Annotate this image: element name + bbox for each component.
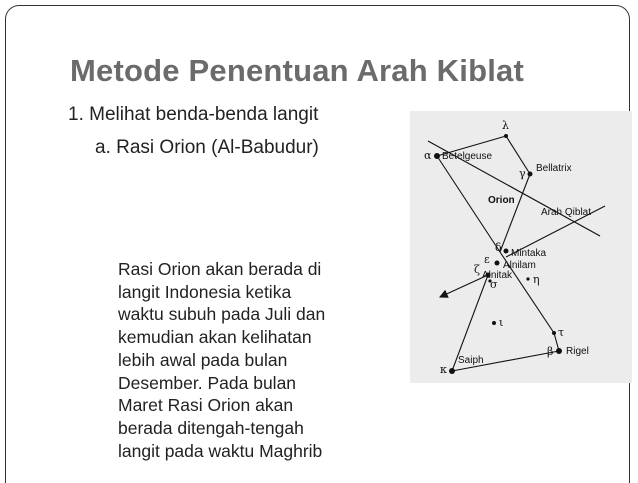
label-orion: Orion — [488, 195, 515, 206]
star-alnilam — [495, 261, 500, 266]
greek-gamma: γ — [519, 167, 526, 180]
star-betelgeuse — [434, 153, 440, 159]
label-rigel: Rigel — [566, 346, 589, 357]
slide-title: Metode Penentuan Arah Kiblat — [70, 53, 524, 88]
star-lambda — [504, 134, 508, 138]
description-line: berada ditengah-tengah — [118, 417, 304, 438]
star-eta — [526, 277, 529, 280]
description-line: Maret Rasi Orion akan — [118, 395, 294, 416]
greek-beta: β — [547, 345, 554, 358]
star-tau — [552, 331, 556, 335]
greek-alpha: α — [424, 149, 432, 162]
label-betelgeuse: Betelgeuse — [442, 151, 493, 162]
label-alnitak: Alnitak — [482, 270, 513, 281]
star-rigel — [556, 348, 562, 354]
description-line: waktu subuh pada Juli dan — [118, 304, 326, 325]
description-line: kemudian akan kelihatan — [118, 327, 312, 348]
greek-delta: δ — [495, 241, 502, 254]
star-saiph — [449, 368, 455, 374]
line-lambda-gamma — [506, 136, 530, 174]
label-mintaka: Mintaka — [511, 248, 547, 259]
description-line: langit Indonesia ketika — [118, 281, 292, 302]
description-line: lebih awal pada bulan — [118, 349, 288, 370]
description-line: Rasi Orion akan berada di — [118, 259, 322, 279]
orion-diagram-svg — [410, 111, 632, 383]
star-bellatrix — [528, 172, 533, 177]
star-iota — [492, 321, 496, 325]
description-line: Desember. Pada bulan — [118, 372, 297, 393]
label-saiph: Saiph — [458, 355, 484, 366]
greek-sigma: σ — [490, 278, 498, 291]
star-mintaka — [504, 249, 509, 254]
greek-iota: ι — [499, 316, 504, 329]
greek-lambda: λ — [502, 119, 509, 132]
description-line: langit pada waktu Maghrib — [118, 440, 323, 461]
list-item-1: 1. Melihat benda-benda langit — [68, 104, 319, 125]
list-item-1a: a. Rasi Orion (Al-Babudur) — [95, 137, 319, 158]
greek-kappa: κ — [440, 363, 447, 376]
greek-zeta: ζ — [474, 263, 480, 276]
label-arah-qiblat: Arah Qiblat — [541, 207, 592, 218]
greek-tau: τ — [558, 326, 565, 339]
greek-epsilon: ε — [484, 253, 490, 266]
orion-description — [118, 258, 398, 462]
label-bellatrix: Bellatrix — [536, 163, 572, 174]
line-gamma-delta — [500, 174, 530, 252]
orion-diagram — [410, 111, 632, 383]
label-alnilam: Alnilam — [503, 260, 536, 271]
greek-eta: η — [533, 273, 540, 286]
